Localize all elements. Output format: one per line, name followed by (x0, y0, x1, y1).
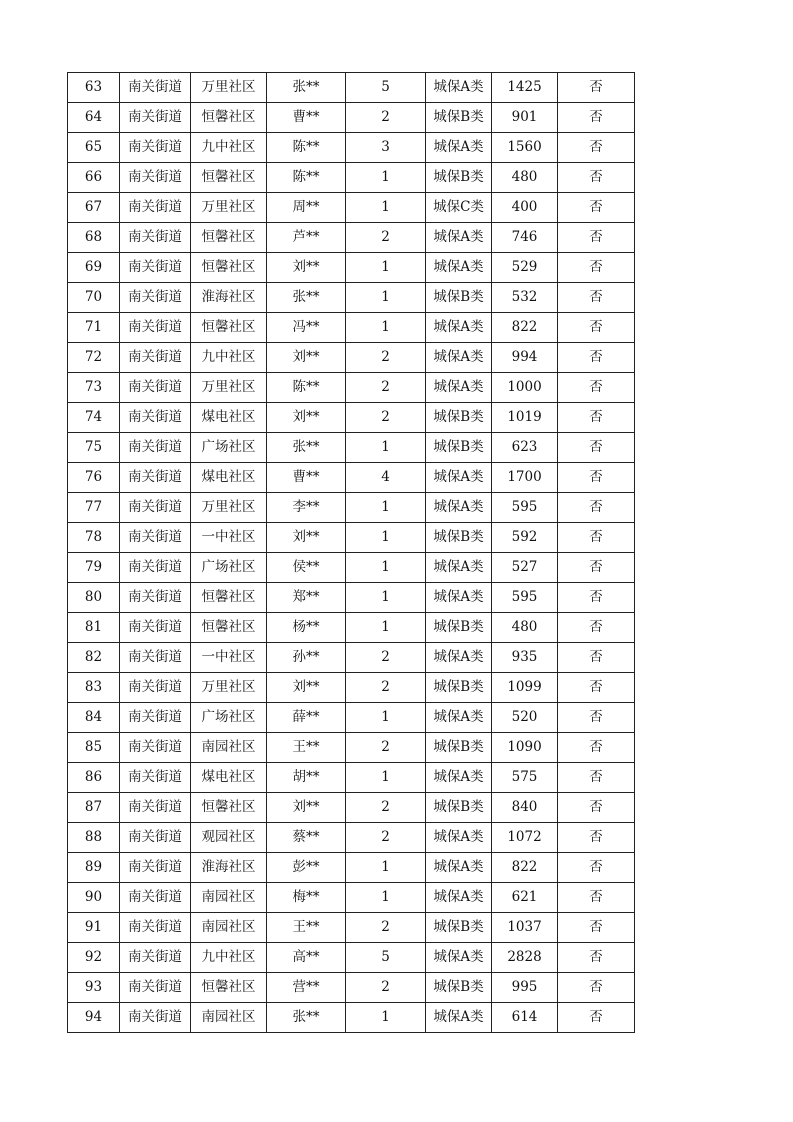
street-cell: 南关街道 (120, 793, 191, 823)
row-number-cell: 75 (68, 433, 120, 463)
name-cell: 陈** (267, 163, 346, 193)
household-count-cell: 1 (346, 553, 426, 583)
flag-cell: 否 (558, 163, 635, 193)
insurance-type-cell: 城保A类 (426, 313, 492, 343)
street-cell: 南关街道 (120, 913, 191, 943)
street-cell: 南关街道 (120, 73, 191, 103)
flag-cell: 否 (558, 673, 635, 703)
household-count-cell: 1 (346, 703, 426, 733)
community-cell: 观园社区 (191, 823, 267, 853)
name-cell: 薛** (267, 703, 346, 733)
insurance-type-cell: 城保A类 (426, 373, 492, 403)
table-row (68, 493, 635, 523)
insurance-type-cell: 城保A类 (426, 883, 492, 913)
row-number-cell: 92 (68, 943, 120, 973)
household-count-cell: 2 (346, 913, 426, 943)
row-number-cell: 69 (68, 253, 120, 283)
insurance-type-cell: 城保B类 (426, 973, 492, 1003)
flag-cell: 否 (558, 613, 635, 643)
name-cell: 刘** (267, 253, 346, 283)
household-count-cell: 2 (346, 673, 426, 703)
flag-cell: 否 (558, 913, 635, 943)
amount-cell: 592 (492, 523, 558, 553)
community-cell: 恒馨社区 (191, 223, 267, 253)
insurance-type-cell: 城保B类 (426, 523, 492, 553)
insurance-type-cell: 城保A类 (426, 223, 492, 253)
table-row (68, 793, 635, 823)
amount-cell: 746 (492, 223, 558, 253)
insurance-type-cell: 城保A类 (426, 763, 492, 793)
amount-cell: 520 (492, 703, 558, 733)
insurance-type-cell: 城保B类 (426, 403, 492, 433)
community-cell: 九中社区 (191, 943, 267, 973)
row-number-cell: 73 (68, 373, 120, 403)
row-number-cell: 83 (68, 673, 120, 703)
community-cell: 广场社区 (191, 553, 267, 583)
flag-cell: 否 (558, 973, 635, 1003)
amount-cell: 529 (492, 253, 558, 283)
table-row (68, 943, 635, 973)
row-number-cell: 66 (68, 163, 120, 193)
insurance-type-cell: 城保B类 (426, 793, 492, 823)
name-cell: 蔡** (267, 823, 346, 853)
community-cell: 万里社区 (191, 673, 267, 703)
street-cell: 南关街道 (120, 493, 191, 523)
street-cell: 南关街道 (120, 853, 191, 883)
community-cell: 广场社区 (191, 703, 267, 733)
household-count-cell: 1 (346, 1003, 426, 1033)
name-cell: 侯** (267, 553, 346, 583)
street-cell: 南关街道 (120, 613, 191, 643)
flag-cell: 否 (558, 883, 635, 913)
table-row (68, 523, 635, 553)
amount-cell: 995 (492, 973, 558, 1003)
name-cell: 刘** (267, 403, 346, 433)
row-number-cell: 91 (68, 913, 120, 943)
street-cell: 南关街道 (120, 283, 191, 313)
street-cell: 南关街道 (120, 823, 191, 853)
name-cell: 胡** (267, 763, 346, 793)
street-cell: 南关街道 (120, 463, 191, 493)
insurance-type-cell: 城保B类 (426, 733, 492, 763)
street-cell: 南关街道 (120, 703, 191, 733)
name-cell: 张** (267, 433, 346, 463)
amount-cell: 480 (492, 163, 558, 193)
street-cell: 南关街道 (120, 883, 191, 913)
flag-cell: 否 (558, 493, 635, 523)
insurance-type-cell: 城保A类 (426, 943, 492, 973)
amount-cell: 1099 (492, 673, 558, 703)
name-cell: 杨** (267, 613, 346, 643)
table-row (68, 643, 635, 673)
street-cell: 南关街道 (120, 553, 191, 583)
flag-cell: 否 (558, 943, 635, 973)
amount-cell: 623 (492, 433, 558, 463)
row-number-cell: 78 (68, 523, 120, 553)
insurance-type-cell: 城保A类 (426, 133, 492, 163)
flag-cell: 否 (558, 433, 635, 463)
insurance-type-cell: 城保A类 (426, 583, 492, 613)
table-row (68, 553, 635, 583)
name-cell: 彭** (267, 853, 346, 883)
amount-cell: 1425 (492, 73, 558, 103)
insurance-type-cell: 城保A类 (426, 253, 492, 283)
name-cell: 刘** (267, 793, 346, 823)
street-cell: 南关街道 (120, 673, 191, 703)
flag-cell: 否 (558, 73, 635, 103)
flag-cell: 否 (558, 733, 635, 763)
flag-cell: 否 (558, 853, 635, 883)
household-count-cell: 1 (346, 853, 426, 883)
amount-cell: 621 (492, 883, 558, 913)
table-row (68, 73, 635, 103)
roster-body (68, 73, 635, 1033)
amount-cell: 1700 (492, 463, 558, 493)
community-cell: 万里社区 (191, 493, 267, 523)
name-cell: 高** (267, 943, 346, 973)
amount-cell: 994 (492, 343, 558, 373)
table-row (68, 373, 635, 403)
amount-cell: 1000 (492, 373, 558, 403)
row-number-cell: 88 (68, 823, 120, 853)
insurance-type-cell: 城保B类 (426, 163, 492, 193)
name-cell: 孙** (267, 643, 346, 673)
row-number-cell: 84 (68, 703, 120, 733)
insurance-type-cell: 城保B类 (426, 283, 492, 313)
table-row (68, 433, 635, 463)
name-cell: 梅** (267, 883, 346, 913)
roster-table (67, 72, 635, 1033)
name-cell: 芦** (267, 223, 346, 253)
household-count-cell: 2 (346, 373, 426, 403)
household-count-cell: 2 (346, 793, 426, 823)
name-cell: 刘** (267, 673, 346, 703)
table-row (68, 103, 635, 133)
amount-cell: 595 (492, 493, 558, 523)
flag-cell: 否 (558, 253, 635, 283)
street-cell: 南关街道 (120, 253, 191, 283)
table-row (68, 283, 635, 313)
flag-cell: 否 (558, 343, 635, 373)
household-count-cell: 2 (346, 343, 426, 373)
community-cell: 煤电社区 (191, 403, 267, 433)
household-count-cell: 2 (346, 103, 426, 133)
insurance-type-cell: 城保B类 (426, 673, 492, 703)
row-number-cell: 87 (68, 793, 120, 823)
community-cell: 一中社区 (191, 523, 267, 553)
amount-cell: 1560 (492, 133, 558, 163)
flag-cell: 否 (558, 523, 635, 553)
name-cell: 陈** (267, 133, 346, 163)
community-cell: 南园社区 (191, 733, 267, 763)
street-cell: 南关街道 (120, 583, 191, 613)
amount-cell: 901 (492, 103, 558, 133)
name-cell: 陈** (267, 373, 346, 403)
row-number-cell: 68 (68, 223, 120, 253)
street-cell: 南关街道 (120, 643, 191, 673)
flag-cell: 否 (558, 703, 635, 733)
street-cell: 南关街道 (120, 523, 191, 553)
table-row (68, 913, 635, 943)
row-number-cell: 86 (68, 763, 120, 793)
table-row (68, 253, 635, 283)
table-row (68, 973, 635, 1003)
insurance-type-cell: 城保A类 (426, 463, 492, 493)
table-row (68, 343, 635, 373)
community-cell: 一中社区 (191, 643, 267, 673)
table-row (68, 823, 635, 853)
row-number-cell: 64 (68, 103, 120, 133)
flag-cell: 否 (558, 313, 635, 343)
community-cell: 万里社区 (191, 73, 267, 103)
street-cell: 南关街道 (120, 133, 191, 163)
table-row (68, 853, 635, 883)
flag-cell: 否 (558, 553, 635, 583)
flag-cell: 否 (558, 193, 635, 223)
amount-cell: 822 (492, 313, 558, 343)
insurance-type-cell: 城保B类 (426, 103, 492, 133)
name-cell: 王** (267, 913, 346, 943)
flag-cell: 否 (558, 823, 635, 853)
household-count-cell: 2 (346, 733, 426, 763)
street-cell: 南关街道 (120, 373, 191, 403)
amount-cell: 532 (492, 283, 558, 313)
street-cell: 南关街道 (120, 223, 191, 253)
row-number-cell: 93 (68, 973, 120, 1003)
street-cell: 南关街道 (120, 943, 191, 973)
row-number-cell: 71 (68, 313, 120, 343)
community-cell: 恒馨社区 (191, 163, 267, 193)
flag-cell: 否 (558, 763, 635, 793)
table-row (68, 463, 635, 493)
community-cell: 煤电社区 (191, 763, 267, 793)
insurance-type-cell: 城保B类 (426, 433, 492, 463)
row-number-cell: 81 (68, 613, 120, 643)
flag-cell: 否 (558, 103, 635, 133)
flag-cell: 否 (558, 1003, 635, 1033)
insurance-type-cell: 城保A类 (426, 553, 492, 583)
row-number-cell: 90 (68, 883, 120, 913)
community-cell: 淮海社区 (191, 283, 267, 313)
name-cell: 张** (267, 283, 346, 313)
community-cell: 淮海社区 (191, 853, 267, 883)
amount-cell: 1019 (492, 403, 558, 433)
row-number-cell: 89 (68, 853, 120, 883)
amount-cell: 595 (492, 583, 558, 613)
row-number-cell: 74 (68, 403, 120, 433)
amount-cell: 1090 (492, 733, 558, 763)
table-row (68, 1003, 635, 1033)
household-count-cell: 2 (346, 823, 426, 853)
insurance-type-cell: 城保A类 (426, 493, 492, 523)
insurance-type-cell: 城保B类 (426, 913, 492, 943)
household-count-cell: 1 (346, 613, 426, 643)
name-cell: 曹** (267, 463, 346, 493)
table-row (68, 763, 635, 793)
community-cell: 南园社区 (191, 883, 267, 913)
table-row (68, 133, 635, 163)
community-cell: 恒馨社区 (191, 793, 267, 823)
household-count-cell: 1 (346, 283, 426, 313)
insurance-type-cell: 城保B类 (426, 613, 492, 643)
community-cell: 九中社区 (191, 343, 267, 373)
street-cell: 南关街道 (120, 403, 191, 433)
flag-cell: 否 (558, 583, 635, 613)
name-cell: 刘** (267, 523, 346, 553)
community-cell: 恒馨社区 (191, 613, 267, 643)
household-count-cell: 2 (346, 973, 426, 1003)
community-cell: 恒馨社区 (191, 583, 267, 613)
street-cell: 南关街道 (120, 163, 191, 193)
amount-cell: 480 (492, 613, 558, 643)
community-cell: 南园社区 (191, 913, 267, 943)
amount-cell: 935 (492, 643, 558, 673)
table-row (68, 673, 635, 703)
insurance-type-cell: 城保A类 (426, 343, 492, 373)
street-cell: 南关街道 (120, 973, 191, 1003)
name-cell: 刘** (267, 343, 346, 373)
table-row (68, 583, 635, 613)
street-cell: 南关街道 (120, 103, 191, 133)
community-cell: 恒馨社区 (191, 313, 267, 343)
flag-cell: 否 (558, 403, 635, 433)
household-count-cell: 1 (346, 433, 426, 463)
household-count-cell: 1 (346, 193, 426, 223)
table-row (68, 733, 635, 763)
name-cell: 李** (267, 493, 346, 523)
row-number-cell: 77 (68, 493, 120, 523)
community-cell: 煤电社区 (191, 463, 267, 493)
amount-cell: 614 (492, 1003, 558, 1033)
street-cell: 南关街道 (120, 313, 191, 343)
community-cell: 万里社区 (191, 373, 267, 403)
name-cell: 曹** (267, 103, 346, 133)
flag-cell: 否 (558, 283, 635, 313)
community-cell: 广场社区 (191, 433, 267, 463)
name-cell: 张** (267, 73, 346, 103)
insurance-type-cell: 城保A类 (426, 1003, 492, 1033)
street-cell: 南关街道 (120, 343, 191, 373)
table-row (68, 403, 635, 433)
community-cell: 恒馨社区 (191, 973, 267, 1003)
household-count-cell: 1 (346, 313, 426, 343)
flag-cell: 否 (558, 793, 635, 823)
community-cell: 恒馨社区 (191, 253, 267, 283)
table-row (68, 163, 635, 193)
household-count-cell: 2 (346, 643, 426, 673)
flag-cell: 否 (558, 133, 635, 163)
street-cell: 南关街道 (120, 193, 191, 223)
table-row (68, 193, 635, 223)
amount-cell: 2828 (492, 943, 558, 973)
household-count-cell: 4 (346, 463, 426, 493)
row-number-cell: 76 (68, 463, 120, 493)
row-number-cell: 80 (68, 583, 120, 613)
household-count-cell: 1 (346, 763, 426, 793)
row-number-cell: 67 (68, 193, 120, 223)
household-count-cell: 3 (346, 133, 426, 163)
insurance-type-cell: 城保A类 (426, 853, 492, 883)
amount-cell: 575 (492, 763, 558, 793)
community-cell: 万里社区 (191, 193, 267, 223)
household-count-cell: 2 (346, 403, 426, 433)
household-count-cell: 1 (346, 523, 426, 553)
flag-cell: 否 (558, 373, 635, 403)
insurance-type-cell: 城保A类 (426, 643, 492, 673)
name-cell: 郑** (267, 583, 346, 613)
amount-cell: 527 (492, 553, 558, 583)
insurance-type-cell: 城保A类 (426, 73, 492, 103)
name-cell: 张** (267, 1003, 346, 1033)
community-cell: 九中社区 (191, 133, 267, 163)
household-count-cell: 1 (346, 883, 426, 913)
row-number-cell: 63 (68, 73, 120, 103)
street-cell: 南关街道 (120, 1003, 191, 1033)
amount-cell: 1037 (492, 913, 558, 943)
table-row (68, 613, 635, 643)
street-cell: 南关街道 (120, 733, 191, 763)
community-cell: 南园社区 (191, 1003, 267, 1033)
amount-cell: 1072 (492, 823, 558, 853)
table-row (68, 223, 635, 253)
amount-cell: 822 (492, 853, 558, 883)
insurance-type-cell: 城保A类 (426, 703, 492, 733)
row-number-cell: 82 (68, 643, 120, 673)
row-number-cell: 70 (68, 283, 120, 313)
street-cell: 南关街道 (120, 433, 191, 463)
row-number-cell: 72 (68, 343, 120, 373)
name-cell: 冯** (267, 313, 346, 343)
insurance-type-cell: 城保A类 (426, 823, 492, 853)
household-count-cell: 5 (346, 73, 426, 103)
name-cell: 周** (267, 193, 346, 223)
row-number-cell: 94 (68, 1003, 120, 1033)
name-cell: 王** (267, 733, 346, 763)
household-count-cell: 1 (346, 253, 426, 283)
insurance-type-cell: 城保C类 (426, 193, 492, 223)
household-count-cell: 1 (346, 583, 426, 613)
table-row (68, 883, 635, 913)
amount-cell: 840 (492, 793, 558, 823)
name-cell: 营** (267, 973, 346, 1003)
household-count-cell: 2 (346, 223, 426, 253)
community-cell: 恒馨社区 (191, 103, 267, 133)
street-cell: 南关街道 (120, 763, 191, 793)
row-number-cell: 65 (68, 133, 120, 163)
table-row (68, 703, 635, 733)
flag-cell: 否 (558, 223, 635, 253)
row-number-cell: 85 (68, 733, 120, 763)
amount-cell: 400 (492, 193, 558, 223)
household-count-cell: 1 (346, 493, 426, 523)
flag-cell: 否 (558, 463, 635, 493)
row-number-cell: 79 (68, 553, 120, 583)
table-row (68, 313, 635, 343)
flag-cell: 否 (558, 643, 635, 673)
household-count-cell: 5 (346, 943, 426, 973)
household-count-cell: 1 (346, 163, 426, 193)
